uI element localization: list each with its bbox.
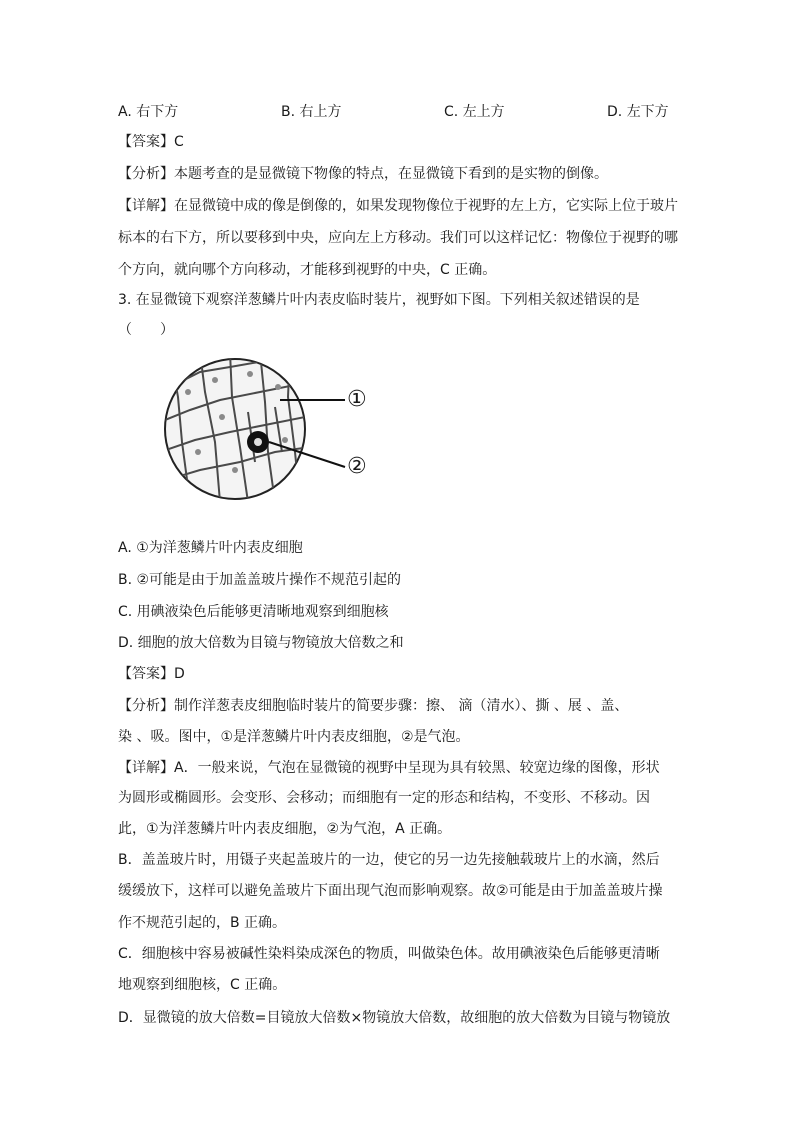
q2-detail-line: 标本的右下方，所以要移到中央，应向左上方移动。我们可以这样记忆：物像位于视野的哪 [118,230,678,246]
q3-stem: 3. 在显微镜下观察洋葱鳞片叶内表皮临时装片，视野如下图。下列相关叙述错误的是 [118,292,640,308]
microscope-field-figure [160,352,380,502]
q3-detail-line: 为圆形或椭圆形。会变形、会移动；而细胞有一定的形态和结构，不变形、不移动。因 [118,790,650,806]
q3-detail-line: B．盖盖玻片时，用镊子夹起盖玻片的一边，使它的另一边先接触载玻片上的水滴，然后 [118,852,660,868]
q3-detail-line: C．细胞核中容易被碱性染料染成深色的物质，叫做染色体。故用碘液染色后能够更清晰 [118,946,660,962]
q3-option-b: B. ②可能是由于加盖盖玻片操作不规范引起的 [118,572,402,588]
option-text: 左上方 [462,104,505,120]
q3-detail-line: 缓缓放下，这样可以避免盖玻片下面出现气泡而影响观察。故②可能是由于加盖盖玻片操 [118,883,663,899]
q2-detail-line: 个方向，就向哪个方向移动，才能移到视野的中央，C 正确。 [118,262,497,278]
figure-label-1: ① [347,387,367,412]
q3-stem-blank: （ ） [118,322,174,338]
q3-answer: 【答案】D [118,666,185,682]
option-text: 左下方 [626,104,669,120]
q3-analysis: 【分析】制作洋葱表皮细胞临时装片的简要步骤：擦、 滴（清水）、撕 、展 、盖、 [118,698,629,714]
option-label: C. [444,104,459,120]
option-label: B. [281,104,296,120]
option-text: 右上方 [299,104,342,120]
q2-option-a [118,102,178,122]
q2-option-c [444,102,505,122]
figure-label-2: ② [347,454,367,479]
q2-answer: 【答案】C [118,134,184,150]
q2-option-b [281,102,342,122]
q3-detail-line: 地观察到细胞核，C 正确。 [118,977,287,993]
q3-detail-line: 【详解】A．一般来说，气泡在显微镜的视野中呈现为具有较黑、较宽边缘的图像，形状 [118,760,660,776]
q3-option-c: C. 用碘液染色后能够更清晰地观察到细胞核 [118,604,389,620]
q2-detail-line: 【详解】在显微镜中成的像是倒像的，如果发现物像位于视野的左上方，它实际上位于玻片 [118,198,678,214]
q3-option-d: D. 细胞的放大倍数为目镜与物镜放大倍数之和 [118,635,404,651]
bubble-highlight [254,438,262,446]
option-label: D. [607,104,623,120]
q3-detail-line: D．显微镜的放大倍数=目镜放大倍数×物镜放大倍数，故细胞的放大倍数为目镜与物镜放 [118,1010,671,1026]
option-text: 右下方 [136,104,179,120]
q2-option-d [607,102,669,122]
q3-option-a: A. ①为洋葱鳞片叶内表皮细胞 [118,540,303,556]
option-label: A. [118,104,132,120]
q3-detail-line: 此，①为洋葱鳞片叶内表皮细胞，②为气泡，A 正确。 [118,821,452,837]
q3-detail-line: 作不规范引起的，B 正确。 [118,915,287,931]
q3-analysis: 染 、吸。图中，①是洋葱鳞片叶内表皮细胞，②是气泡。 [118,729,470,745]
q2-analysis: 【分析】本题考查的是显微镜下物像的特点，在显微镜下看到的是实物的倒像。 [118,166,608,182]
